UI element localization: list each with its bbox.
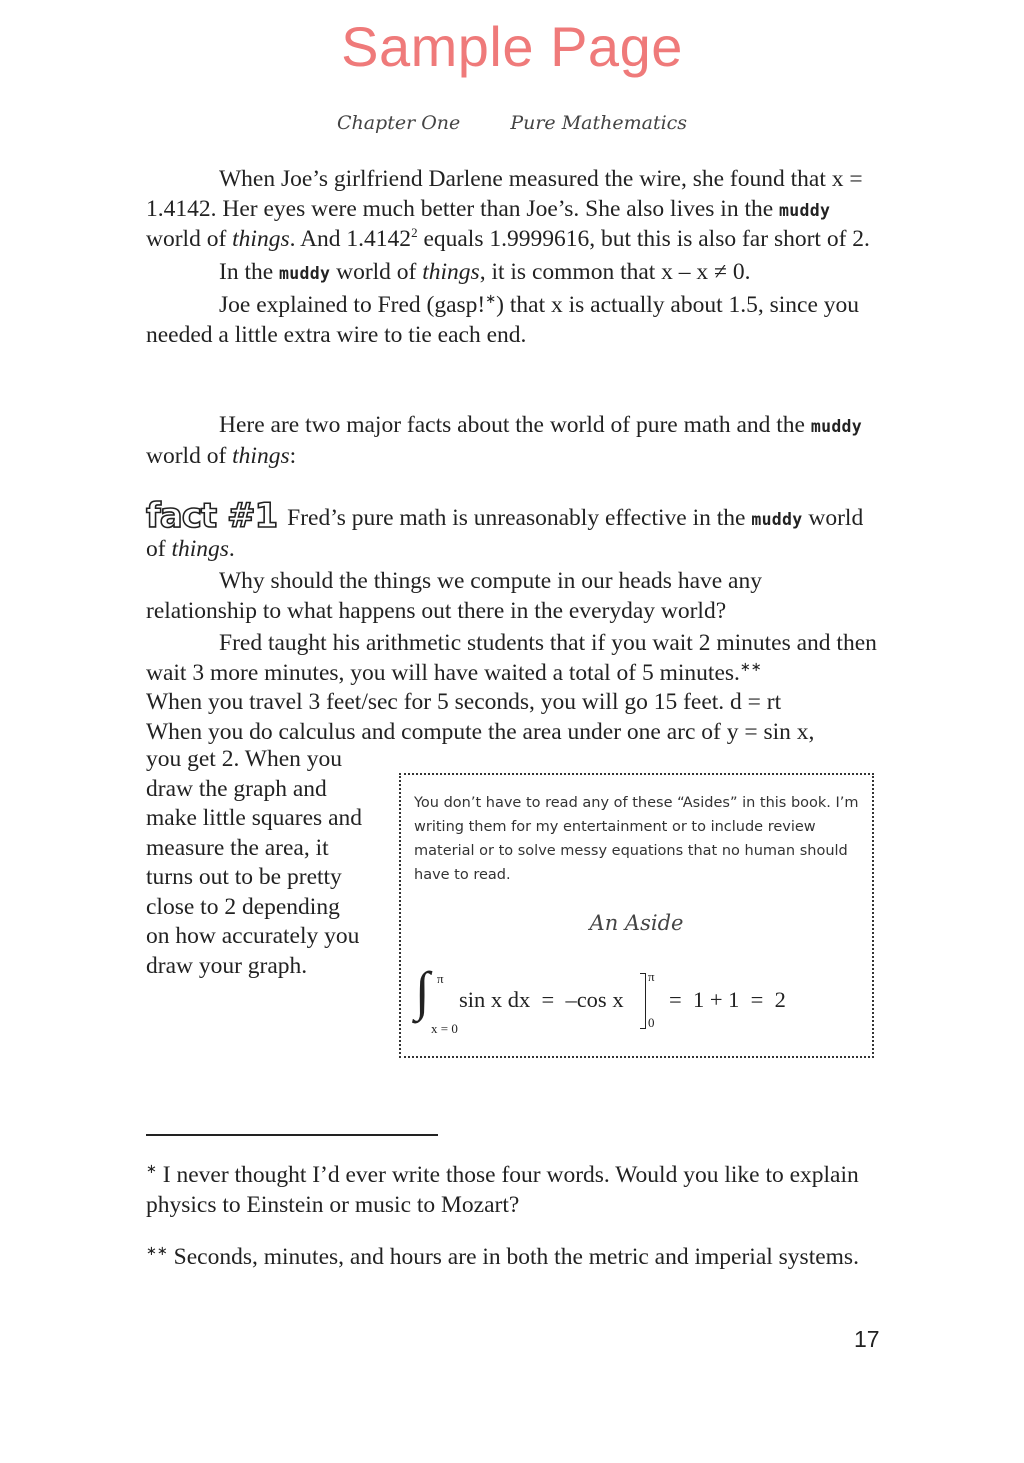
chapter-label: Chapter One <box>336 112 461 134</box>
footnote-2 <box>146 1243 878 1273</box>
evaluation-bracket <box>640 973 646 1029</box>
p1-text-d: equals 1.9999616, but this is also far short of 2. <box>417 226 870 252</box>
graph-line: turns out to be pretty <box>146 864 342 890</box>
p6-text-a: Fred taught his arithmetic students that if you wait 2 minutes and then wait 3 more minutes, you will have waited a total of 5 minutes. <box>146 630 877 686</box>
integral-sign: ∫ <box>415 961 430 1021</box>
page-number: 17 <box>854 1326 880 1352</box>
body-text-fact-1 <box>146 496 878 747</box>
paragraph-why: Why should the things we compute in our heads have any relationship to what happens out there in the everyday world? <box>146 568 762 624</box>
graph-line: draw the graph and <box>146 775 327 802</box>
equation-result: = 1 + 1 = 2 <box>669 987 786 1012</box>
things-word: things <box>232 226 290 252</box>
integral-upper-limit: π <box>437 971 444 986</box>
p4-text-c: : <box>289 442 297 469</box>
fact-text-a: Fred’s pure math is unreasonably effective in the <box>287 505 752 531</box>
things-word: things <box>232 442 290 469</box>
integrand: sin x dx = –cos x <box>459 987 624 1012</box>
fact-text-b: world of <box>146 505 864 562</box>
body-text-graph-column <box>146 745 386 981</box>
graph-line: close to 2 depending <box>146 893 340 920</box>
paragraph-fact-1 <box>146 496 878 564</box>
body-text-top <box>146 165 878 350</box>
footnote-text-2: Seconds, minutes, and hours are in both the metric and imperial systems. <box>167 1244 859 1270</box>
p1-text-b: world of <box>146 226 233 252</box>
chapter-title: Pure Mathematics <box>510 112 688 134</box>
things-word: things <box>422 258 480 285</box>
p1-text-c: . And 1.4142 <box>289 226 412 252</box>
footnote-marker-2: ∗∗ <box>146 1243 168 1258</box>
footnote-marker-1: ∗ <box>146 1161 157 1176</box>
graph-line: on how accurately you <box>146 923 360 949</box>
graph-line: make little squares and <box>146 805 362 831</box>
paragraph-darlene <box>146 165 878 255</box>
p4-text-a: Here are two major facts about the world of pure math and the <box>219 412 805 438</box>
graph-line: draw your graph. <box>146 952 308 979</box>
graph-line: measure the area, it <box>146 834 329 861</box>
fact-text-c: . <box>228 535 235 562</box>
footnote-1 <box>146 1161 878 1220</box>
aside-title: An Aside <box>589 911 684 935</box>
paragraph-muddy-world <box>146 258 878 289</box>
p3-text-b: ) that x is actually about 1.5, since you needed a little extra wire to tie each end. <box>146 292 860 348</box>
p1-text-a: When Joe’s girlfriend Darlene measured the wire, she found that x = 1.4142. Her eyes were much better than Joe’s. She also lives in the <box>146 166 863 222</box>
footnote-ref-1: ∗ <box>485 291 497 306</box>
fact-1-heading: fact #1 <box>146 496 278 536</box>
p3-text-a: Joe explained to Fred (gasp! <box>219 292 486 318</box>
running-head <box>0 112 1024 134</box>
evaluation-upper: π <box>648 969 655 984</box>
footnote-text-1: I never thought I’d ever write those four words. Would you like to explain physics to Einstein or music to Mozart? <box>146 1162 859 1218</box>
p2-text-b: world of <box>330 258 423 285</box>
evaluation-lower: 0 <box>648 1015 655 1030</box>
things-word: things <box>171 535 229 562</box>
footnote-ref-2: ∗∗ <box>739 658 762 674</box>
paragraph-fred-arithmetic <box>146 629 878 688</box>
integral-equation <box>415 961 865 1043</box>
paragraph-travel: When you travel 3 feet/sec for 5 seconds, you will go 15 feet. d = rt <box>146 689 782 715</box>
muddy-word: muddy <box>279 263 331 283</box>
paragraph-calculus: When you do calculus and compute the area under one arc of y = sin x, <box>146 718 815 745</box>
p2-text-c: , it is common that x – x ≠ 0. <box>479 258 751 285</box>
superscript-2: 2 <box>411 225 418 240</box>
paragraph-joe-fred <box>146 291 878 350</box>
sample-page-watermark: Sample Page <box>341 15 683 78</box>
muddy-word: muddy <box>751 510 803 529</box>
p2-text-a: In the <box>219 258 280 285</box>
graph-line: you get 2. When you <box>146 746 343 772</box>
p4-text-b: world of <box>146 442 233 469</box>
muddy-word: muddy <box>779 200 831 220</box>
aside-box <box>399 773 874 1058</box>
paragraph-two-facts <box>146 411 878 471</box>
integral-lower-limit: x = 0 <box>431 1021 458 1036</box>
body-text-facts-intro <box>146 411 878 471</box>
aside-note: You don’t have to read any of these “Asides” in this book. I’m writing them for my entertainment or to include review material or to solve messy equations that no human should have to read. <box>414 795 859 883</box>
footnote-rule <box>146 1134 438 1136</box>
muddy-word: muddy <box>810 417 863 436</box>
